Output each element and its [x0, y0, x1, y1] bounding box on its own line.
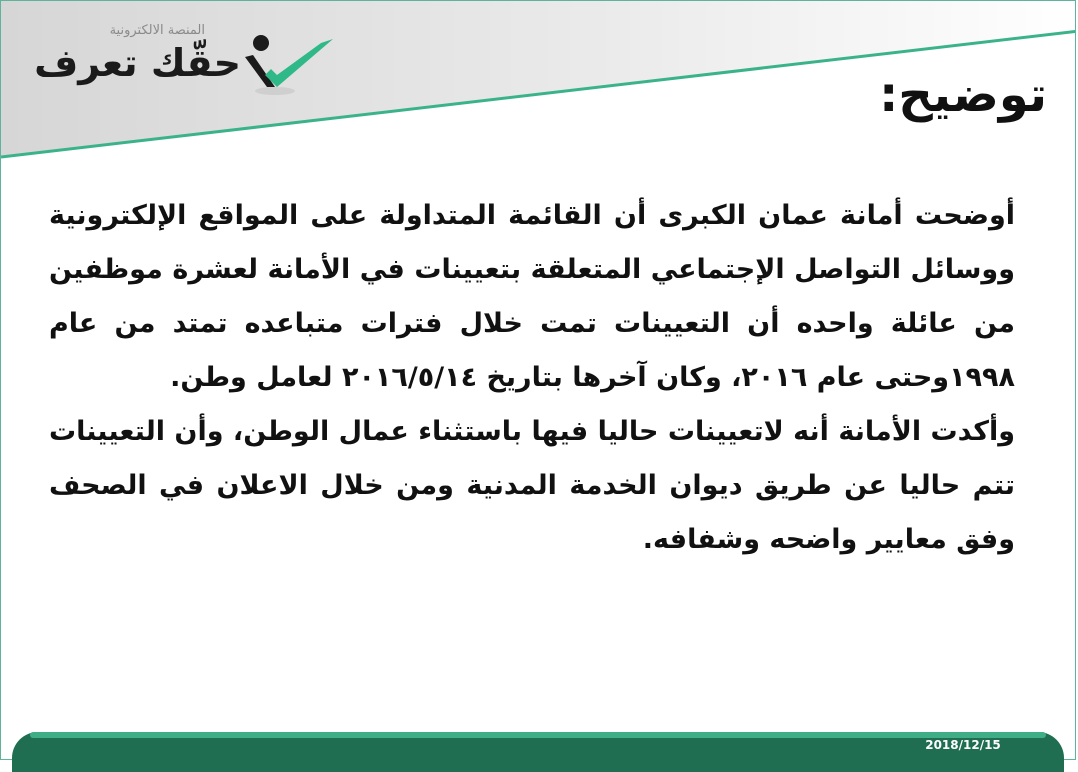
- checkmark-person-icon: [241, 29, 337, 101]
- footer-date: 2018/12/15: [925, 738, 1001, 752]
- body-text: [49, 189, 1015, 567]
- footer-bar: [12, 732, 1064, 772]
- paragraph: وأكدت الأمانة أنه لاتعيينات حاليا فيها باستثناء عمال الوطن، وأن التعيينات تتم حاليا عن طريق ديوان الخدمة المدنية ومن خلال الاعلان في الصحف وفق معايير واضحه وشفافه.: [49, 416, 1015, 555]
- brand-subtitle: المنصة الالكترونية: [109, 23, 205, 38]
- brand-name: حقّك تعرف: [34, 41, 241, 85]
- footer-highlight: [30, 732, 1046, 738]
- brand-logo: [27, 19, 327, 101]
- page-title: توضيح:: [879, 67, 1047, 123]
- paragraph: أوضحت أمانة عمان الكبرى أن القائمة المتداولة على المواقع الإلكترونية ووسائل التواصل الإجتماعي المتعلقة بتعيينات في الأمانة لعشرة موظفين من عائلة واحده أن التعيينات تمت خلال فترات متباعده تمتد من عام ١٩٩٨وحتى عام ٢٠١٦، وكان آخرها بتاريخ ٢٠١٦/٥/١٤ لعامل وطن.: [49, 200, 1015, 393]
